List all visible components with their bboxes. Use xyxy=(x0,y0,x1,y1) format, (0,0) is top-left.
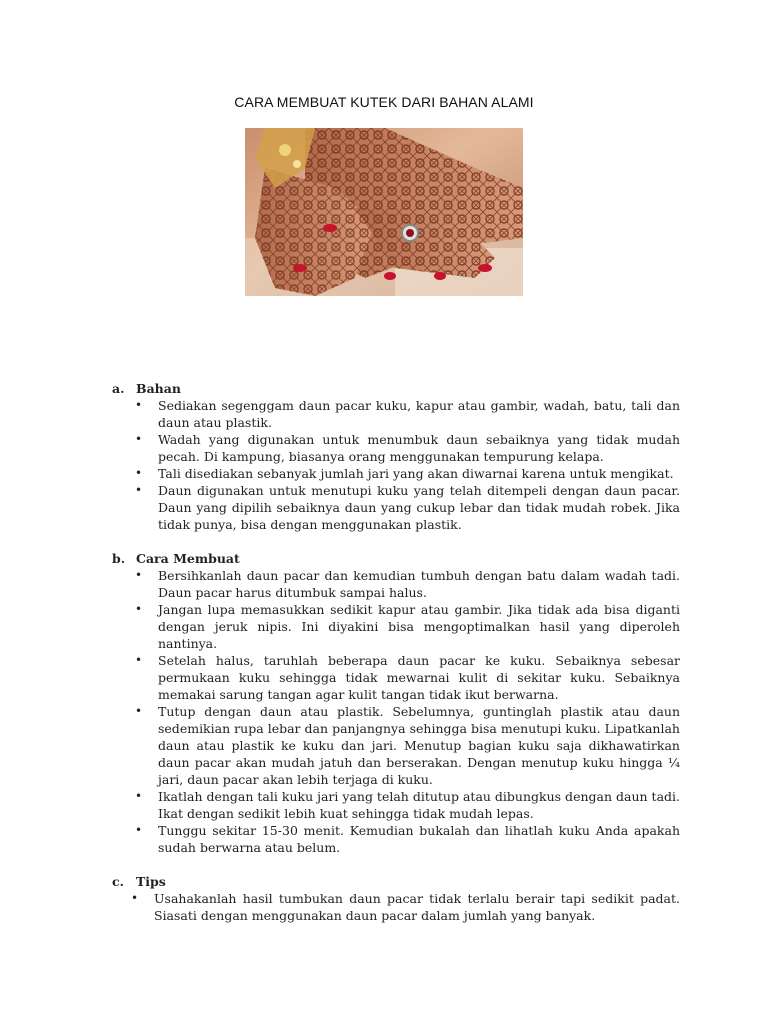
section-bahan xyxy=(112,380,680,533)
list-item: • Jangan lupa memasukkan sedikit kapur atau gambir. Jika tidak ada bisa diganti dengan jeruk nipis. Ini diyakini bisa mengoptimalkan hasil yang diperoleh nantinya. xyxy=(112,601,680,652)
bullet-list xyxy=(112,567,680,856)
section-heading xyxy=(112,380,680,397)
bullet-list xyxy=(112,890,680,924)
section-heading xyxy=(112,550,680,567)
list-item: • Tali disediakan sebanyak jumlah jari yang akan diwarnai karena untuk mengikat. xyxy=(112,465,680,482)
section-letter: a. xyxy=(112,381,125,396)
section-title: Tips xyxy=(136,874,166,889)
list-item: • Setelah halus, taruhlah beberapa daun pacar ke kuku. Sebaiknya sebesar permukaan kuku sehingga tidak mewarnai kulit di sekitar kuku. Sebaiknya memakai sarung tangan agar kulit tangan tidak ikut berwarna. xyxy=(112,652,680,703)
section-heading xyxy=(112,873,680,890)
list-item: • Daun digunakan untuk menutupi kuku yang telah ditempeli dengan daun pacar. Daun yang dipilih sebaiknya daun yang cukup lebar dan tidak mudah robek. Jika tidak punya, bisa dengan menggunakan plastik. xyxy=(112,482,680,533)
henna-hands-photo xyxy=(245,128,523,296)
list-item: • Sediakan segenggam daun pacar kuku, kapur atau gambir, wadah, batu, tali dan daun atau plastik. xyxy=(112,397,680,431)
page-title: CARA MEMBUAT KUTEK DARI BAHAN ALAMI xyxy=(234,94,534,110)
list-item: • Tutup dengan daun atau plastik. Sebelumnya, guntinglah plastik atau daun sedemikian rupa lebar dan panjangnya sehingga bisa menutupi kuku. Lipatkanlah daun atau plastik ke kuku dan jari. Menutup bagian kuku saja dikhawatirkan daun pacar akan mudah jatuh dan berserakan. Dengan menutup kuku hingga ¼ jari, daun pacar akan lebih terjaga di kuku. xyxy=(112,703,680,788)
list-item: • Tunggu sekitar 15-30 menit. Kemudian bukalah dan lihatlah kuku Anda apakah sudah berwarna atau belum. xyxy=(112,822,680,856)
section-title: Cara Membuat xyxy=(136,551,240,566)
list-item: • Usahakanlah hasil tumbukan daun pacar tidak terlalu berair tapi sedikit padat. Siasati dengan menggunakan daun pacar dalam jumlah yang banyak. xyxy=(112,890,680,924)
section-title: Bahan xyxy=(136,381,181,396)
section-letter: c. xyxy=(112,874,124,889)
list-item: • Bersihkanlah daun pacar dan kemudian tumbuh dengan batu dalam wadah tadi. Daun pacar harus ditumbuk sampai halus. xyxy=(112,567,680,601)
list-item: • Wadah yang digunakan untuk menumbuk daun sebaiknya yang tidak mudah pecah. Di kampung, biasanya orang menggunakan tempurung kelapa. xyxy=(112,431,680,465)
list-item: • Ikatlah dengan tali kuku jari yang telah ditutup atau dibungkus dengan daun tadi. Ikat dengan sedikit lebih kuat sehingga tidak mudah lepas. xyxy=(112,788,680,822)
section-tips xyxy=(112,873,680,924)
bullet-list xyxy=(112,397,680,533)
content-sections xyxy=(112,380,680,941)
section-letter: b. xyxy=(112,551,126,566)
section-cara-membuat xyxy=(112,550,680,856)
